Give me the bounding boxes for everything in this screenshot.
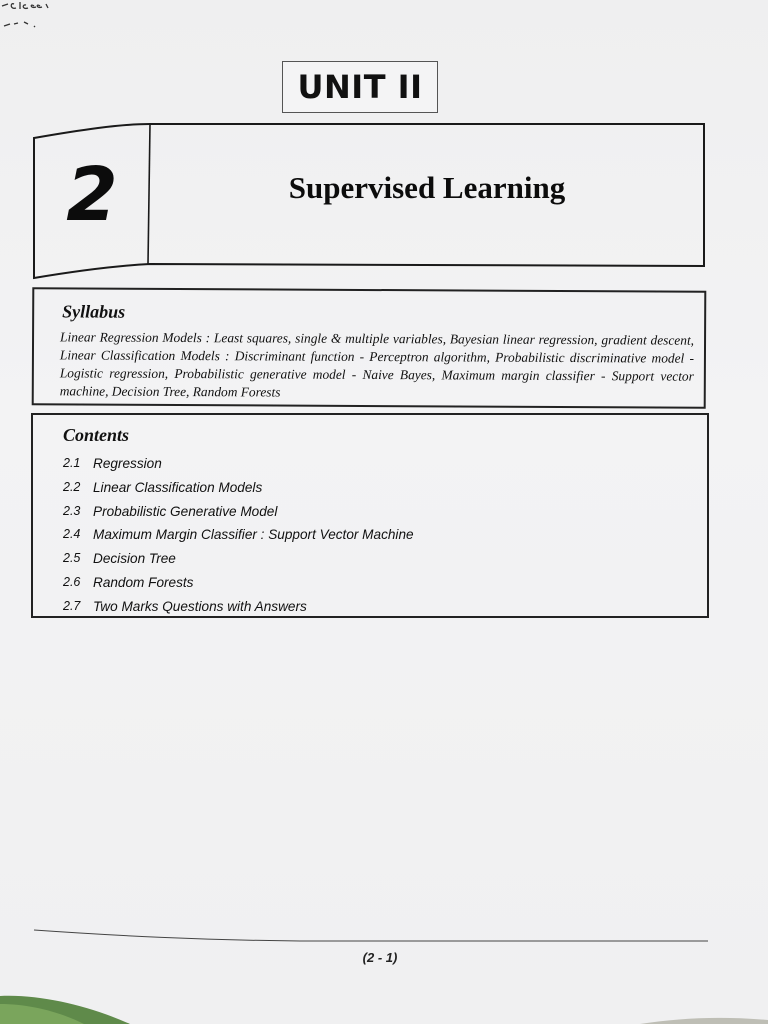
contents-item-label: Random Forests <box>93 574 194 590</box>
chapter-title: Supervised Learning <box>288 170 566 205</box>
unit-label: UNIT II <box>297 68 423 106</box>
contents-item-label: Two Marks Questions with Answers <box>93 598 307 614</box>
contents-item-label: Regression <box>93 456 162 471</box>
contents-item-number: 2.3 <box>63 503 81 518</box>
contents-item-number: 2.7 <box>63 598 81 613</box>
contents-item-label: Linear Classification Models <box>93 479 263 495</box>
contents-item-label: Decision Tree <box>93 551 176 567</box>
contents-item-label: Probabilistic Generative Model <box>93 503 278 519</box>
contents-item-number: 2.6 <box>63 574 81 589</box>
contents-item-number: 2.4 <box>63 527 81 542</box>
contents-heading: Contents <box>63 425 130 445</box>
syllabus-text: Linear Regression Models : Least squares, single & multiple variables, Bayesian linear regression, gradient descent, Linear Classification Models : Discriminant function - Perceptron algorithm, Probabilistic discriminative model - Logistic regression, Probabilistic generative model - Naive Bayes, Maximum margin classifier - Support vector machine, Decision Tree, Random Forests <box>59 329 695 400</box>
contents-item-number: 2.1 <box>63 456 81 470</box>
syllabus-heading: Syllabus <box>62 301 126 322</box>
contents-item-label: Maximum Margin Classifier : Support Vector Machine <box>93 527 414 543</box>
contents-item-number: 2.2 <box>63 479 81 494</box>
page-number: (2 - 1) <box>362 950 398 965</box>
chapter-number: 2 <box>66 152 118 238</box>
contents-item-number: 2.5 <box>63 551 81 566</box>
